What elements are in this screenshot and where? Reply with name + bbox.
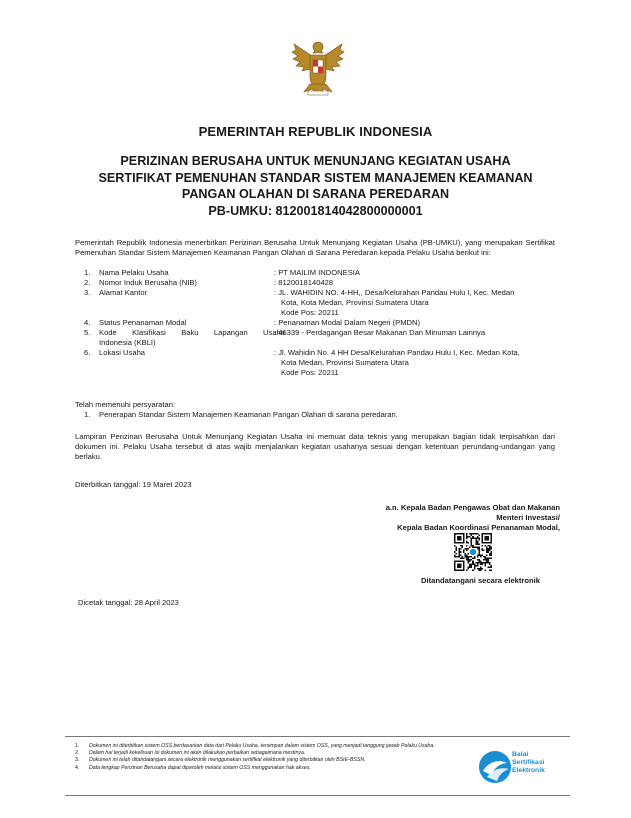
footer-note-number: 1. xyxy=(75,743,80,749)
detail-number: 6. xyxy=(84,348,91,357)
signed-electronically: Ditandatangani secara elektronik xyxy=(420,576,540,585)
permit-title-line-1: PERIZINAN BERUSAHA UNTUK MENUNJANG KEGIATAN USAHA xyxy=(120,154,511,168)
detail-value xyxy=(274,268,564,278)
permit-title xyxy=(60,153,571,219)
detail-number: 3. xyxy=(84,288,91,297)
detail-value-line: Kota, Kota Medan, Provinsi Sumatera Utara xyxy=(281,298,429,307)
detail-number: 4. xyxy=(84,318,91,327)
detail-value-line: : 8120018140428 xyxy=(274,278,334,287)
detail-value-line: : 46339 - Perdagangan Besar Makanan Dan Minuman Lainnya xyxy=(274,328,486,337)
detail-label: Alamat Kantor xyxy=(99,288,148,297)
permit-title-line-2: SERTIFIKAT PEMENUHAN STANDAR SISTEM MANAJEMEN KEAMANAN xyxy=(98,170,533,185)
detail-label-continued: Indonesia (KBLI) xyxy=(99,338,156,347)
detail-item-investment-status xyxy=(84,318,564,328)
detail-value xyxy=(274,278,564,288)
qr-code-icon xyxy=(454,533,492,571)
requirements-section xyxy=(75,400,555,420)
footer-note xyxy=(75,743,465,750)
footer-note-text: Data lengkap Perizinan Berusaha dapat diperoleh melalui sistem OSS menggunakan hak akses. xyxy=(89,764,311,771)
bsre-logo-line: Balai xyxy=(512,751,529,758)
footer-note-text: Dokumen ini diterbitkan sistem OSS berdasarkan data dari Pelaku Usaha, tersimpan dalam sistem OSS, yang menjadi tanggung jawab Pelaku Usaha. xyxy=(89,743,435,749)
detail-value-line: : Jl. Wahidin No. 4 HH Desa/Kelurahan Pandau Hulu I, Kec. Medan Kota, xyxy=(274,348,520,357)
government-heading: PEMERINTAH REPUBLIK INDONESIA xyxy=(198,124,433,139)
permit-title-line-3: PANGAN OLAHAN DI SARANA PEREDARAN xyxy=(181,187,450,201)
footer-note-text: Dokumen ini telah ditandatangani secara elektronik menggunakan sertifikat elektronik yang diterbitkan oleh BSrE-BSSN. xyxy=(89,757,366,764)
attachment-paragraph: Lampiran Perizinan Berusaha Untuk Menunjang Kegiatan Usaha ini memuat data teknis yang merupakan bagian tidak terpisahkan dari dokumen ini. Pelaku Usaha tersebut di atas wajib menjalankan kegiatan usahanya sesuai dengan ketentuan perundang-undangan yang berlaku. xyxy=(75,432,555,461)
requirement-number: 1. xyxy=(84,410,91,419)
footer-note-text: Dalam hal terjadi kekeliruan isi dokumen ini akan dilakukan perbaikan sebagaimana mestinya. xyxy=(89,750,306,757)
footer-notes xyxy=(75,743,465,772)
detail-number: 2. xyxy=(84,278,91,287)
footer-note xyxy=(75,757,465,764)
detail-label: Nomor Induk Berusaha (NIB) xyxy=(99,278,197,287)
footer-note xyxy=(75,750,465,757)
bsre-logo-text xyxy=(512,751,545,775)
detail-item-business-location xyxy=(84,348,564,378)
detail-value xyxy=(274,288,564,318)
detail-value-line: Kode Pos: 20211 xyxy=(281,308,339,317)
printed-date: Dicetak tanggal: 28 April 2023 xyxy=(78,598,179,607)
signatory-line-2: Menteri Investasi/ xyxy=(496,513,560,522)
intro-paragraph: Pemerintah Republik Indonesia menerbitkan Perizinan Berusaha Untuk Menunjang Kegiatan Usaha (PB-UMKU), yang merupakan Sertifikat Pemenuhan Standar Sistem Manajemen Keamanan Pangan Olahan di Sarana Peredaran kepada Pelaku Usaha berikut ini: xyxy=(75,238,555,257)
footer-note-number: 2. xyxy=(75,750,80,757)
detail-item-kbli xyxy=(84,328,564,348)
detail-label: Nama Pelaku Usaha xyxy=(99,268,169,277)
permit-number: PB-UMKU: 812001814042800000001 xyxy=(208,203,423,218)
detail-value-line: : PT MAILIM INDONESIA xyxy=(274,268,360,277)
detail-value xyxy=(274,348,564,378)
bsre-logo-line: Elektronik xyxy=(512,767,545,774)
detail-label: Kode Klasifikasi Baku Lapangan Usaha xyxy=(99,328,285,337)
requirement-item xyxy=(75,410,555,420)
signatory-line-1: a.n. Kepala Badan Pengawas Obat dan Makanan xyxy=(385,503,560,512)
business-details-list xyxy=(84,268,564,378)
footer-note xyxy=(75,765,465,772)
detail-label: Lokasi Usaha xyxy=(99,348,146,357)
detail-value-line: : Penanaman Modal Dalam Negeri (PMDN) xyxy=(274,318,421,327)
detail-item-name xyxy=(84,268,564,278)
footer-note-number: 3. xyxy=(75,757,80,764)
requirement-text: Penerapan Standar Sistem Manajemen Keamanan Pangan Olahan di sarana peredaran. xyxy=(99,410,398,419)
detail-value xyxy=(274,328,564,338)
detail-label: Status Penanaman Modal xyxy=(99,318,187,327)
detail-value-line: : JL. WAHIDIN NO. 4-HH,, Desa/Kelurahan Pandau Hulu I, Kec. Medan xyxy=(274,288,515,297)
signatory-block xyxy=(330,503,560,533)
requirements-heading: Telah memenuhi persyaratan: xyxy=(75,400,176,409)
signatory-line-3: Kepala Badan Koordinasi Penanaman Modal, xyxy=(397,523,560,532)
detail-value-line: Kode Pos: 20211 xyxy=(281,368,339,377)
issued-date: Diterbitkan tanggal: 19 Maret 2023 xyxy=(75,480,192,489)
detail-value-line: Kota Medan, Provinsi Sumatera Utara xyxy=(281,358,409,367)
footer-note-number: 4. xyxy=(75,764,80,771)
detail-item-office-address xyxy=(84,288,564,318)
detail-value xyxy=(274,318,564,328)
garuda-emblem-icon xyxy=(290,38,346,98)
bsre-logo-line: Sertifikasi xyxy=(512,759,545,766)
detail-item-nib xyxy=(84,278,564,288)
footer-notes-box xyxy=(65,736,570,796)
detail-number: 1. xyxy=(84,268,91,277)
detail-number: 5. xyxy=(84,328,91,337)
